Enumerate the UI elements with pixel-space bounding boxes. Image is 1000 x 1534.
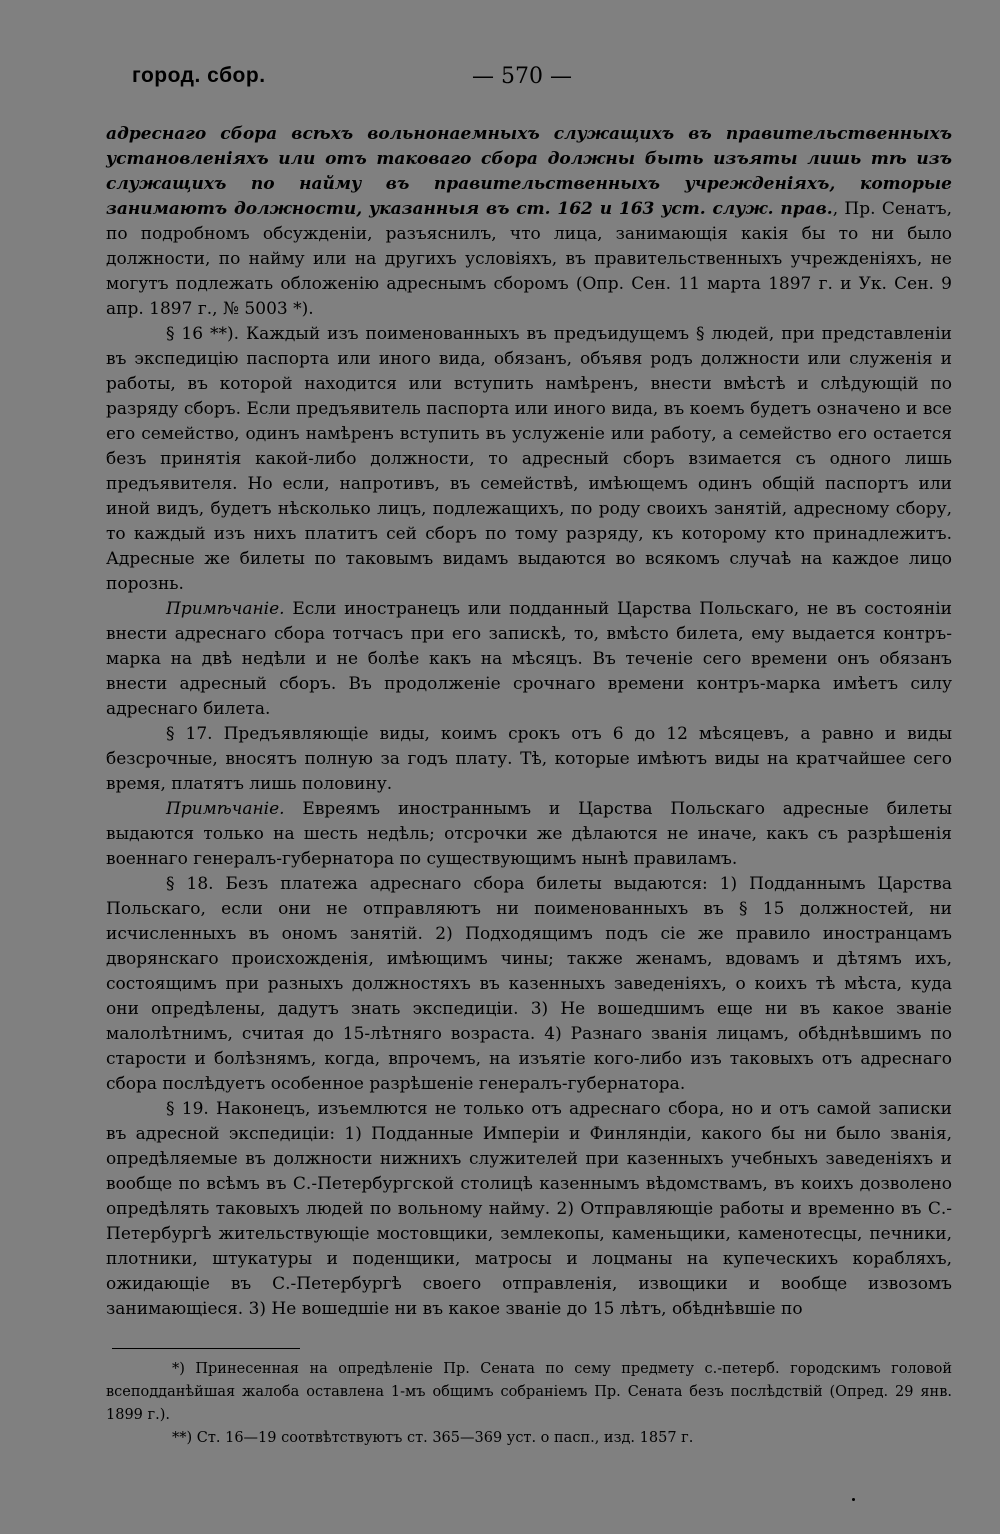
- italic-passage: адреснаго сбора всѣхъ вольнонаемныхъ служащихъ въ правительственныхъ установленіяхъ или отъ таковаго сбора должны быть изъяты лишь тѣ изъ служащихъ по найму въ правительственныхъ учрежденіяхъ, которые занимаютъ должности, указанныя въ ст. 162 и 163 уст. служ. прав.: [106, 124, 952, 219]
- paragraph-text: , Пр. Сенатъ, по подробномъ обсужденіи, разъяснилъ, что лица, занимающія какія бы то ни было должности, по найму или на другихъ условіяхъ, въ правительственныхъ учрежденіяхъ, не могутъ подлежать обложенію адреснымъ сборомъ (Опр. Сен. 11 марта 1897 г. и Ук. Сен. 9 апр. 1897 г., № 5003 *).: [106, 199, 952, 319]
- page-header: [132, 64, 952, 100]
- running-head: город. сбор.: [132, 64, 266, 87]
- section-19: § 19. Наконецъ, изъемлются не только отъ адреснаго сбора, но и отъ самой записки въ адресной экспедиціи: 1) Подданные Имперіи и Финляндіи, какого бы ни было званія, опредѣляемые въ должности нижнихъ служителей при казенныхъ учебныхъ заведеніяхъ и вообще по всѣмъ въ С.-Петербургской столицѣ казеннымъ вѣдомствамъ, въ коихъ дозволено опредѣлять таковыхъ людей по вольному найму. 2) Отправляющіе работы и временно въ С.-Петербургѣ жительствующіе мостовщики, землекопы, каменьщики, каменотесцы, печники, плотники, штукатуры и поденщики, матросы и лоцманы на купеческихъ корабляхъ, ожидающіе въ С.-Петербургѣ своего отправленія, извощики и вообще извозомъ занимающіеся. 3) Не вошедшіе ни въ какое званіе до 15 лѣтъ, обѣднѣвшіе по: [106, 1099, 952, 1319]
- scan-speck: [852, 1498, 855, 1501]
- section-16: § 16 **). Каждый изъ поименованныхъ въ предъидущемъ § людей, при представленіи въ экспедицію паспорта или иного вида, обязанъ, объявя родъ должности или служенія и работы, въ которой находится или вступить намѣренъ, внести вмѣстѣ и слѣдующій по разряду сборъ. Если предъявитель паспорта или иного вида, въ коемъ будетъ означено и все его семейство, одинъ намѣренъ вступить въ услуженіе или работу, а семейство его остается безъ принятія какой-либо должности, то адресный сборъ взимается съ одного лишь предъявителя. Но если, напротивъ, въ семействѣ, имѣющемъ одинъ общій паспортъ или иной видъ, будетъ нѣсколько лицъ, подлежащихъ, по роду своихъ занятій, адресному сбору, то каждый изъ нихъ платитъ сей сборъ по тому разряду, къ которому кто принадлежитъ. Адресные же билеты по таковымъ видамъ выдаются во всякомъ случаѣ на каждое лицо порознь.: [106, 324, 952, 594]
- note-2: [106, 797, 952, 872]
- section-17: § 17. Предъявляющіе виды, коимъ срокъ отъ 6 до 12 мѣсяцевъ, а равно и виды безсрочные, вносятъ полную за годъ плату. Тѣ, которые имѣютъ виды на кратчайшее сего время, платятъ лишь половину.: [106, 724, 952, 794]
- footnote-divider: [112, 1348, 300, 1349]
- page-number: — 570 —: [472, 64, 572, 89]
- footnote-2: **) Ст. 16—19 соотвѣтствуютъ ст. 365—369 уст. о пасп., изд. 1857 г.: [172, 1430, 694, 1446]
- section-18: § 18. Безъ платежа адреснаго сбора билеты выдаются: 1) Подданнымъ Царства Польскаго, если они не отправляютъ ни поименованныхъ въ § 15 должностей, ни исчисленныхъ въ ономъ занятій. 2) Подходящимъ подъ сіе же правило иностранцамъ дворянскаго происхожденія, имѣющимъ чины; также женамъ, вдовамъ и дѣтямъ ихъ, состоящимъ при разныхъ должностяхъ въ казенныхъ заведеніяхъ, о коихъ тѣ мѣста, куда они опредѣлены, дадутъ знать экспедиціи. 3) Не вошедшимъ еще ни въ какое званіе малолѣтнимъ, считая до 15-лѣтняго возраста. 4) Разнаго званія лицамъ, обѣднѣвшимъ по старости и болѣзнямъ, когда, впрочемъ, на изъятіе кого-либо изъ таковыхъ отъ адреснаго сбора послѣдуетъ особенное разрѣшеніе генералъ-губернатора.: [106, 874, 952, 1094]
- note-label: Примѣчаніе.: [166, 799, 285, 819]
- note-1: [106, 597, 952, 722]
- note-text: Если иностранецъ или подданный Царства Польскаго, не въ состояніи внести адреснаго сбора тотчасъ при его запискѣ, то, вмѣсто билета, ему выдается контръ-марка на двѣ недѣли и не болѣе какъ на мѣсяцъ. Въ теченіе сего времени онъ обязанъ внести адресный сборъ. Въ продолженіе срочнаго времени контръ-марка имѣетъ силу адреснаго билета.: [106, 599, 952, 719]
- note-text: Евреямъ иностраннымъ и Царства Польскаго адресные билеты выдаются только на шесть недѣль; отсрочки же дѣлаются не иначе, какъ съ разрѣшенія военнаго генералъ-губернатора по существующимъ нынѣ правиламъ.: [106, 799, 952, 869]
- paragraph-continuation: [106, 122, 952, 322]
- body-text: [106, 122, 952, 1322]
- footnote-1: *) Принесенная на опредѣленіе Пр. Сената по сему предмету с.-петерб. городскимъ головой всеподданѣйшая жалоба оставлена 1-мъ общимъ собраніемъ Пр. Сената безъ послѣдствій (Опред. 29 янв. 1899 г.).: [106, 1361, 952, 1423]
- note-label: Примѣчаніе.: [166, 599, 285, 619]
- footnotes: [106, 1358, 952, 1450]
